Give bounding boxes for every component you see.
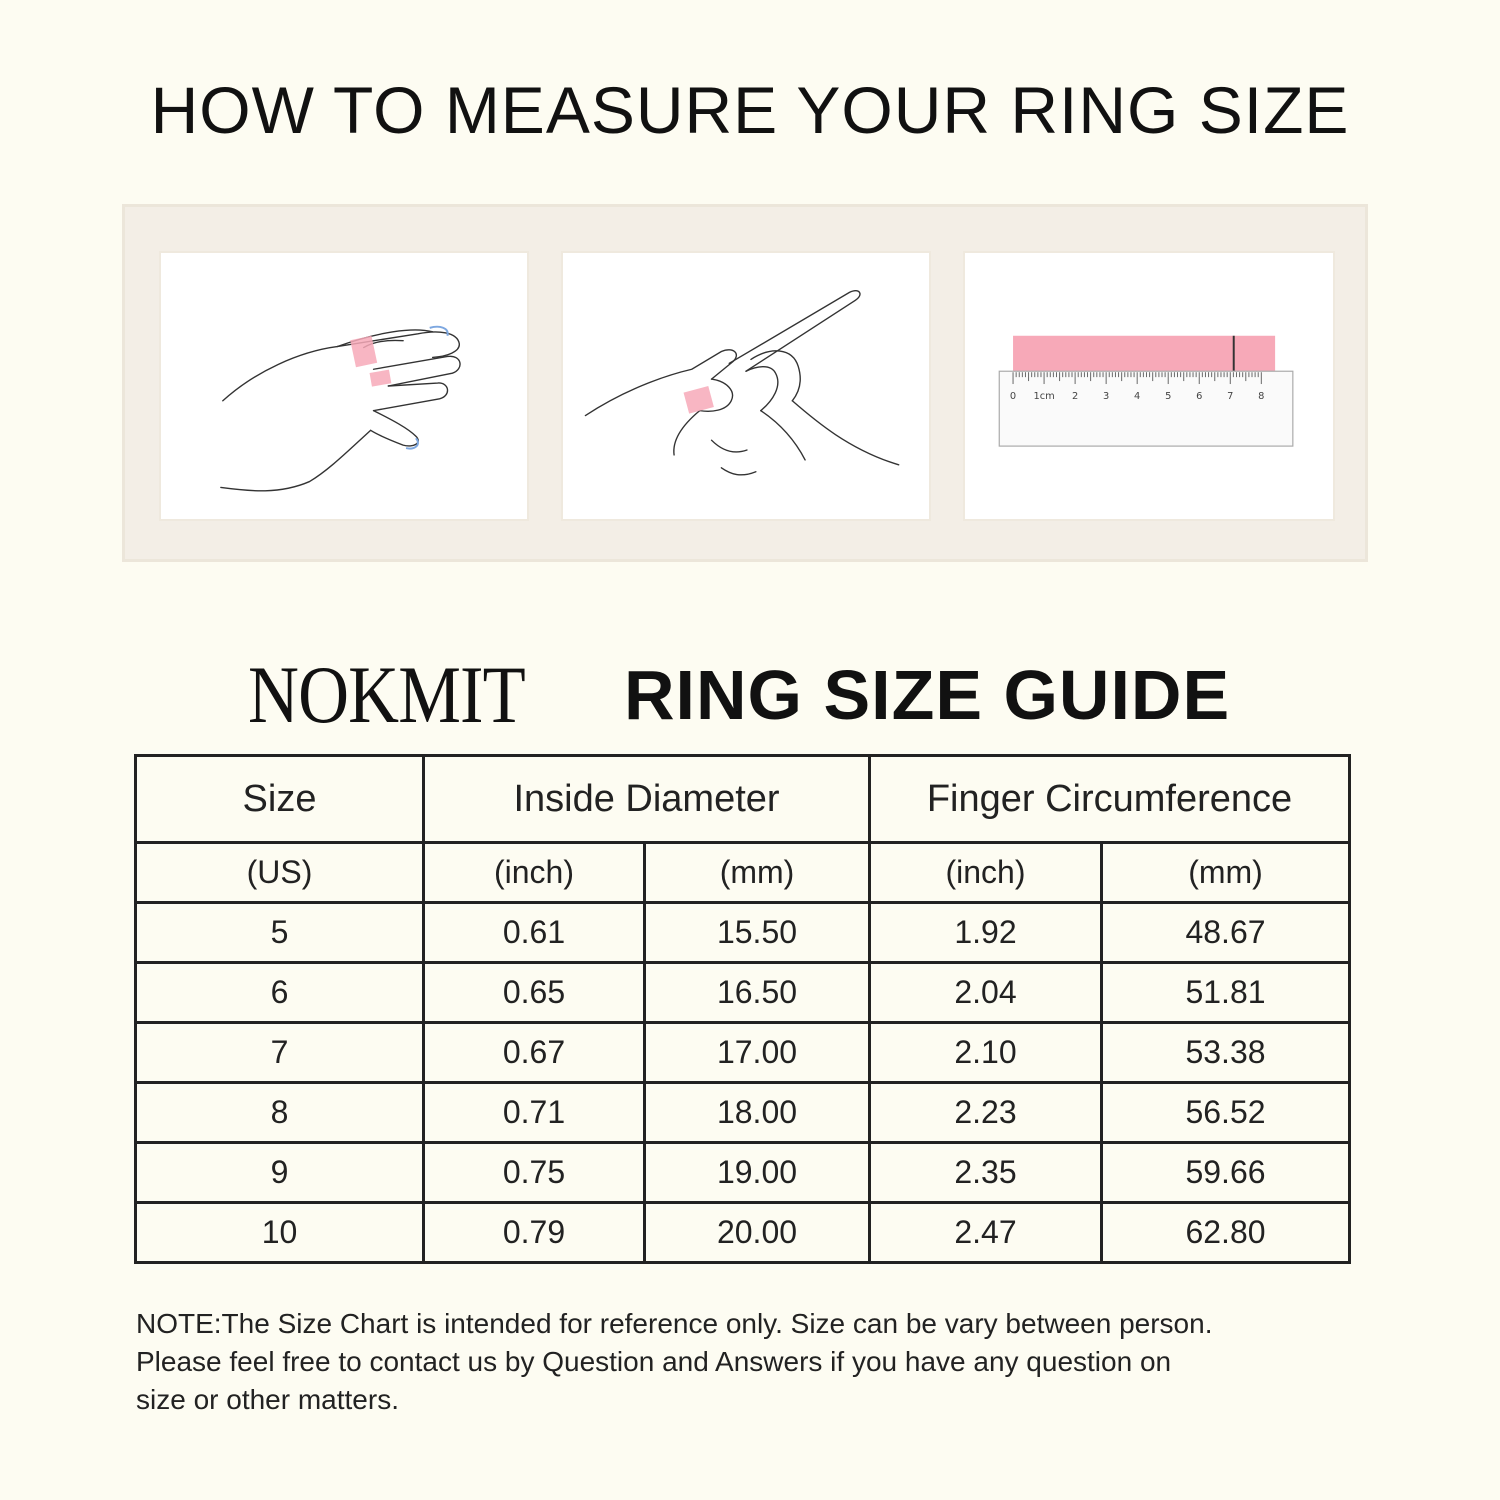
ring-size-table bbox=[134, 754, 1351, 1264]
table-row bbox=[136, 1203, 1350, 1263]
table-cell: 9 bbox=[136, 1143, 424, 1203]
table-cell: 0.67 bbox=[424, 1023, 645, 1083]
table-cell: 62.80 bbox=[1102, 1203, 1350, 1263]
ruler-tick-label: 4 bbox=[1134, 390, 1141, 402]
table-cell: 48.67 bbox=[1102, 903, 1350, 963]
table-cell: 20.00 bbox=[645, 1203, 870, 1263]
table-row bbox=[136, 1023, 1350, 1083]
table-cell: 18.00 bbox=[645, 1083, 870, 1143]
table-cell: 2.23 bbox=[870, 1083, 1102, 1143]
table-cell: 51.81 bbox=[1102, 963, 1350, 1023]
header-size: Size bbox=[136, 756, 424, 843]
table-cell: 59.66 bbox=[1102, 1143, 1350, 1203]
table-units-row bbox=[136, 843, 1350, 903]
note-line: NOTE:The Size Chart is intended for reference only. Size can be vary between person. bbox=[136, 1308, 1213, 1339]
unit-cell: (mm) bbox=[645, 843, 870, 903]
marking-strip-with-pen-icon bbox=[563, 253, 929, 519]
table-cell: 56.52 bbox=[1102, 1083, 1350, 1143]
size-note bbox=[136, 1305, 1376, 1419]
table-cell: 0.61 bbox=[424, 903, 645, 963]
unit-cell: (inch) bbox=[424, 843, 645, 903]
table-cell: 2.10 bbox=[870, 1023, 1102, 1083]
table-row bbox=[136, 1083, 1350, 1143]
table-cell: 10 bbox=[136, 1203, 424, 1263]
page-title: HOW TO MEASURE YOUR RING SIZE bbox=[150, 73, 1350, 147]
header-finger-circumference: Finger Circumference bbox=[870, 756, 1350, 843]
table-cell: 6 bbox=[136, 963, 424, 1023]
illustration-panel-wrap-strip bbox=[159, 251, 529, 521]
table-row bbox=[136, 903, 1350, 963]
paper-strip-icon bbox=[1013, 336, 1275, 371]
table-cell: 8 bbox=[136, 1083, 424, 1143]
ruler-tick-label: 6 bbox=[1196, 390, 1203, 402]
table-cell: 2.04 bbox=[870, 963, 1102, 1023]
table-cell: 0.71 bbox=[424, 1083, 645, 1143]
illustration-panel-ruler bbox=[963, 251, 1335, 521]
table-row bbox=[136, 1143, 1350, 1203]
ruler-tick-label: 7 bbox=[1227, 390, 1234, 402]
table-cell: 2.47 bbox=[870, 1203, 1102, 1263]
table-cell: 15.50 bbox=[645, 903, 870, 963]
illustration-panel-mark-strip bbox=[561, 251, 931, 521]
ruler-tick-label: 8 bbox=[1258, 390, 1265, 402]
note-line: size or other matters. bbox=[136, 1384, 399, 1415]
note-line: Please feel free to contact us by Question and Answers if you have any question on bbox=[136, 1346, 1172, 1377]
header-inside-diameter: Inside Diameter bbox=[424, 756, 870, 843]
table-cell: 2.35 bbox=[870, 1143, 1102, 1203]
table-cell: 0.65 bbox=[424, 963, 645, 1023]
table-cell: 19.00 bbox=[645, 1143, 870, 1203]
table-cell: 53.38 bbox=[1102, 1023, 1350, 1083]
illustration-frame bbox=[122, 204, 1368, 562]
table-row bbox=[136, 963, 1350, 1023]
unit-cell: (inch) bbox=[870, 843, 1102, 903]
brand-logo: NOKMIT bbox=[248, 649, 525, 740]
table-header-row bbox=[136, 756, 1350, 843]
unit-cell: (mm) bbox=[1102, 843, 1350, 903]
guide-title: RING SIZE GUIDE bbox=[624, 656, 1231, 734]
ruler-with-strip-icon bbox=[965, 253, 1333, 519]
table-cell: 1.92 bbox=[870, 903, 1102, 963]
ruler-tick-label: 3 bbox=[1103, 390, 1110, 402]
ruler-tick-label: 5 bbox=[1165, 390, 1172, 402]
hand-with-paper-strip-icon bbox=[161, 253, 527, 519]
table-cell: 16.50 bbox=[645, 963, 870, 1023]
table-cell: 0.75 bbox=[424, 1143, 645, 1203]
ruler-tick-label: 1cm bbox=[1033, 390, 1055, 402]
table-cell: 5 bbox=[136, 903, 424, 963]
ruler-tick-label: 2 bbox=[1071, 390, 1079, 402]
ruler-icon bbox=[999, 371, 1293, 446]
ruler-tick-label: 0 bbox=[1009, 390, 1017, 402]
guide-heading bbox=[0, 650, 1500, 740]
unit-cell: (US) bbox=[136, 843, 424, 903]
table-cell: 7 bbox=[136, 1023, 424, 1083]
table-cell: 17.00 bbox=[645, 1023, 870, 1083]
table-cell: 0.79 bbox=[424, 1203, 645, 1263]
